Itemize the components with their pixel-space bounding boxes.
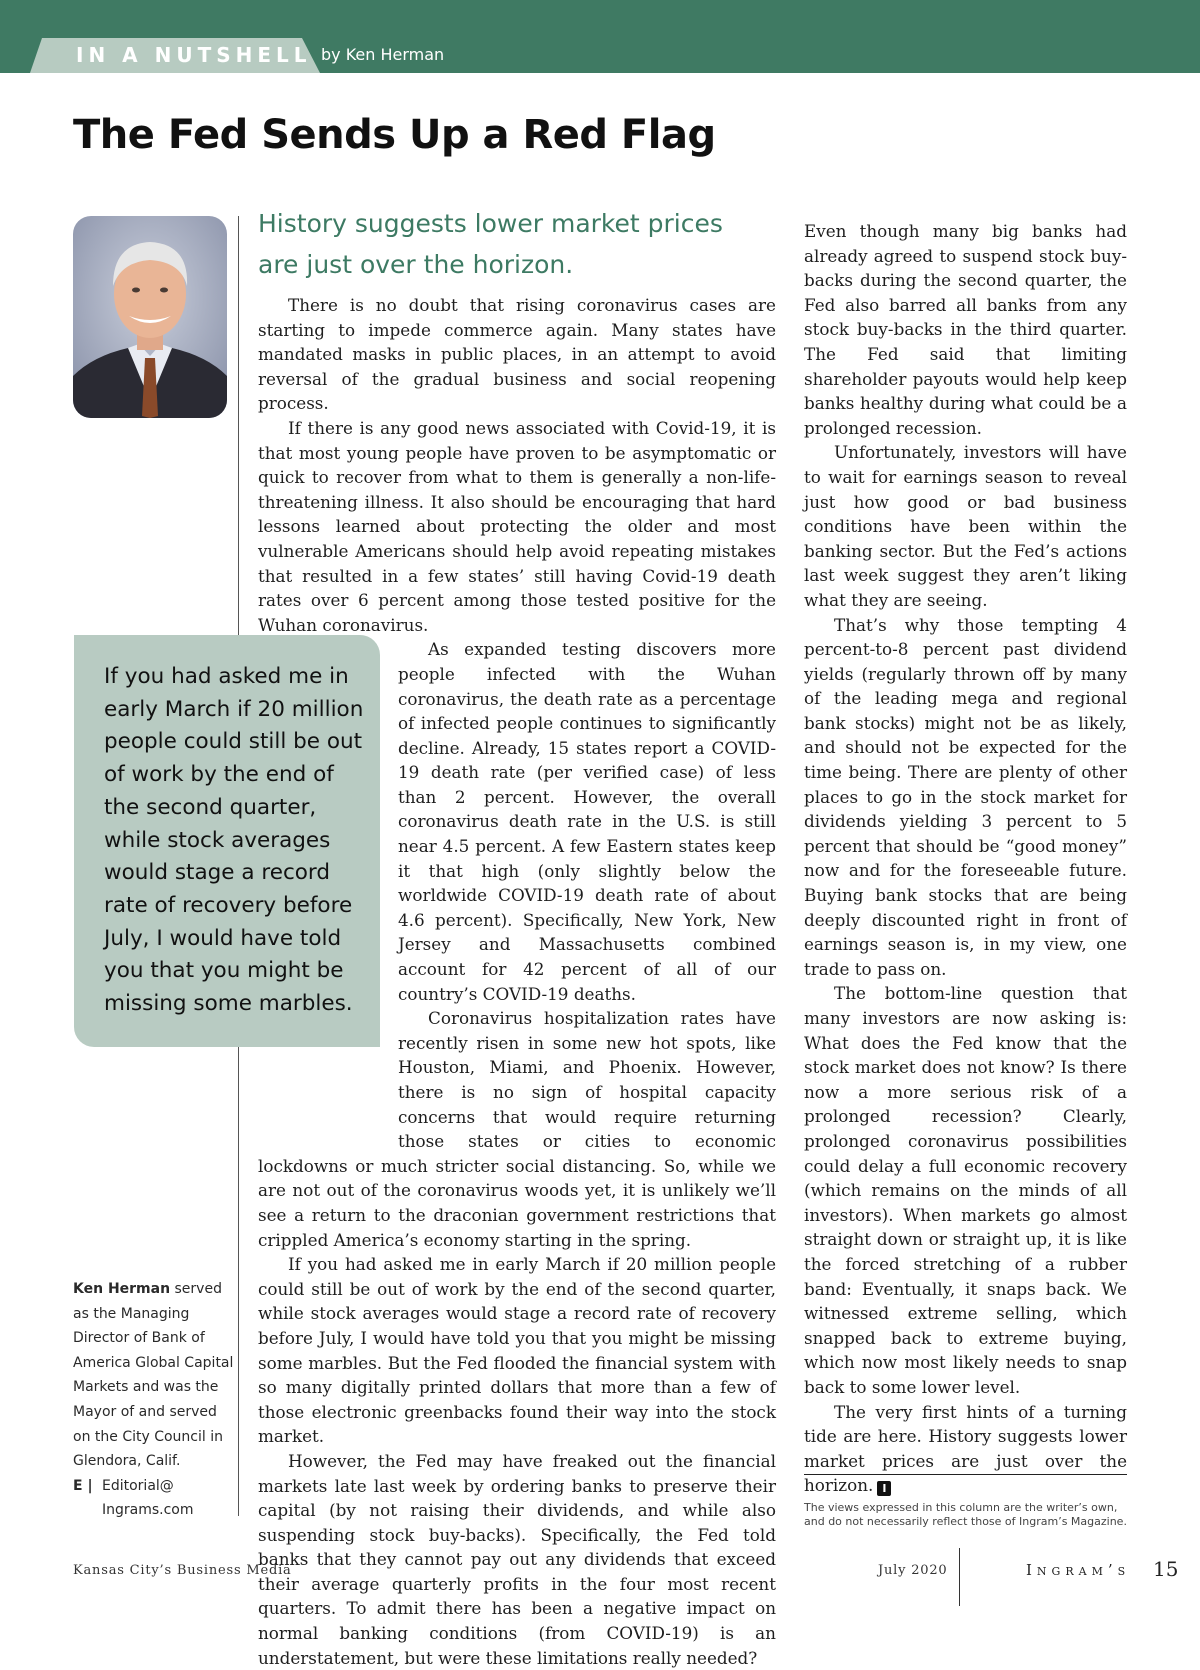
- article-paragraph: As expanded testing discovers more people infected with the Wuhan coronavirus, the death rate as a percentage of infected people continues to significantly decline. Already, 15 states report a COVID-19 death rate (per verified case) of less than 2 percent. However, the overall coronavirus death rate in the U.S. is still near 4.5 percent. A few Eastern states keep it that high (only slightly below the worldwide COVID-19 death rate of about 4.6 percent). Specifically, New York, New Jersey and Massachusetts combined account for 42 percent of all of our country’s COVID-19 deaths.: [398, 639, 776, 1004]
- pull-quote-text: If you had asked me in early March if 20 million people could still be out of work by the end of the second quarter, while stock averages would stage a record rate of recovery before July, I would have told you that you might be missing some marbles.: [104, 664, 364, 1017]
- article-paragraph: Even though many big banks had already agreed to suspend stock buy-backs during the second quarter, the Fed also barred all banks from any stock buy-backs in the third quarter. The Fed said that limiting shareholder payouts would help keep banks healthy during what could be a prolonged recession.: [804, 221, 1127, 438]
- author-email-label: E |: [73, 1477, 93, 1494]
- end-of-article-icon: I: [877, 1481, 891, 1496]
- author-portrait-icon: [73, 216, 227, 418]
- author-email: [73, 1474, 238, 1523]
- article-paragraph-final: [804, 1400, 1127, 1498]
- disclaimer-text: The views expressed in this column are the writer’s own, and do not necessarily reflect those of Ingram’s Magazine.: [804, 1501, 1127, 1528]
- author-bio-name: Ken Herman: [73, 1281, 171, 1297]
- footer-date: July 2020: [878, 1563, 948, 1578]
- article-paragraph: If you had asked me in early March if 20 million people could still be out of work by the end of the second quarter, while stock averages would stage a record rate of recovery before July, I would have told you that you might be missing some marbles. But the Fed flooded the financial system with so many digitally printed dollars that more than a few of those electronic greenbacks found their way into the stock market.: [258, 1254, 776, 1447]
- article-paragraph: Coronavirus hospitalization rates have recently risen in some new hot spots, like Houston, Miami, and Phoenix. However, there is no sign of hospital capacity concerns that would require returning those states or cities to economic lockdowns or much stricter social distancing. So, while we are not out of the coronavirus woods yet, it is unlikely we’ll see a return to the draconian government restrictions that crippled America’s economy starting in the spring.: [258, 1008, 776, 1250]
- article-paragraph: There is no doubt that rising coronavirus cases are starting to impede commerce again. Many states have mandated masks in public places, in an attempt to avoid reversal of the gradual business and social reopening process.: [258, 295, 776, 414]
- author-email-link[interactable]: Editorial@ Ingrams.com: [102, 1477, 194, 1519]
- article-headline: The Fed Sends Up a Red Flag: [73, 112, 716, 158]
- page-number: 15: [1153, 1557, 1179, 1581]
- author-bio-text: served as the Managing Director of Bank of America Global Capital Markets and was the Mayor of and served on the City Council in Glendora, Calif.: [73, 1281, 234, 1470]
- author-photo: [73, 216, 227, 418]
- article-column-right: [804, 219, 1127, 1498]
- article-paragraph: Unfortunately, investors will have to wait for earnings season to reveal just how good or bad business conditions have been within the banking sector. But the Fed’s actions last week suggest they aren’t liking what they are seeing.: [804, 442, 1127, 610]
- article-paragraph: The bottom-line question that many investors are now asking is: What does the Fed know that the stock market does not know? Is there now a more serious risk of a prolonged recession? Clearly, prolonged coronavirus possibilities could delay a full economic recovery (which remains on the minds of all investors). When markets go almost straight down or straight up, it is like the forced stretching of a rubber band: Eventually, it snaps back. We witnessed extreme selling, which snapped back to extreme buying, which now most likely needs to snap back to some lower level.: [804, 983, 1127, 1397]
- section-label: IN A NUTSHELL: [76, 43, 312, 67]
- byline: by Ken Herman: [321, 45, 445, 64]
- article-paragraph: However, the Fed may have freaked out the financial markets late last week by ordering banks to preserve their capital (by not raising their dividends, and while also suspending stock buy-backs). Specifically, the Fed told banks that they cannot pay out any dividends that exceed their average quarterly profits in the four most recent quarters. To admit there has been a negative impact on normal banking conditions (from COVID-19) is an understatement, but were these limitations really needed?: [258, 1450, 776, 1668]
- final-paragraph-text: The very first hints of a turning tide are here. History suggests lower market prices are just over the horizon.: [804, 1401, 1127, 1496]
- footer-divider: [959, 1548, 960, 1606]
- footer-magazine-name: Ingram’s: [1026, 1561, 1131, 1579]
- author-bio: [73, 1277, 238, 1523]
- article-paragraph: If there is any good news associated with Covid-19, it is that most young people have proven to be asymptomatic or quick to recover from what to them is generally a non-life-threatening illness. It also should be encouraging that hard lessons learned about protecting the older and most vulnerable Americans should help avoid repeating mistakes that resulted in a few states’ still having Covid-19 death rates over 6 percent among those tested positive for the Wuhan coronavirus.: [258, 417, 776, 635]
- disclaimer-rule: [804, 1474, 1127, 1475]
- article-paragraph: That’s why those tempting 4 percent-to-8 percent past dividend yields (regularly thrown off by many of the leading mega and regional bank stocks) might not be as likely, and should not be expected for the time being. There are plenty of other places to go in the stock market for dividends yielding 3 percent to 5 percent that should be “good money” now and for the foreseeable future. Buying bank stocks that are being deeply discounted right in front of earnings season is, in my view, one trade to pass on.: [804, 614, 1127, 979]
- article-deck: History suggests lower market prices are just over the horizon.: [258, 209, 723, 279]
- article-column-left: [258, 293, 776, 1670]
- footer-publisher: Kansas City’s Business Media: [73, 1563, 292, 1578]
